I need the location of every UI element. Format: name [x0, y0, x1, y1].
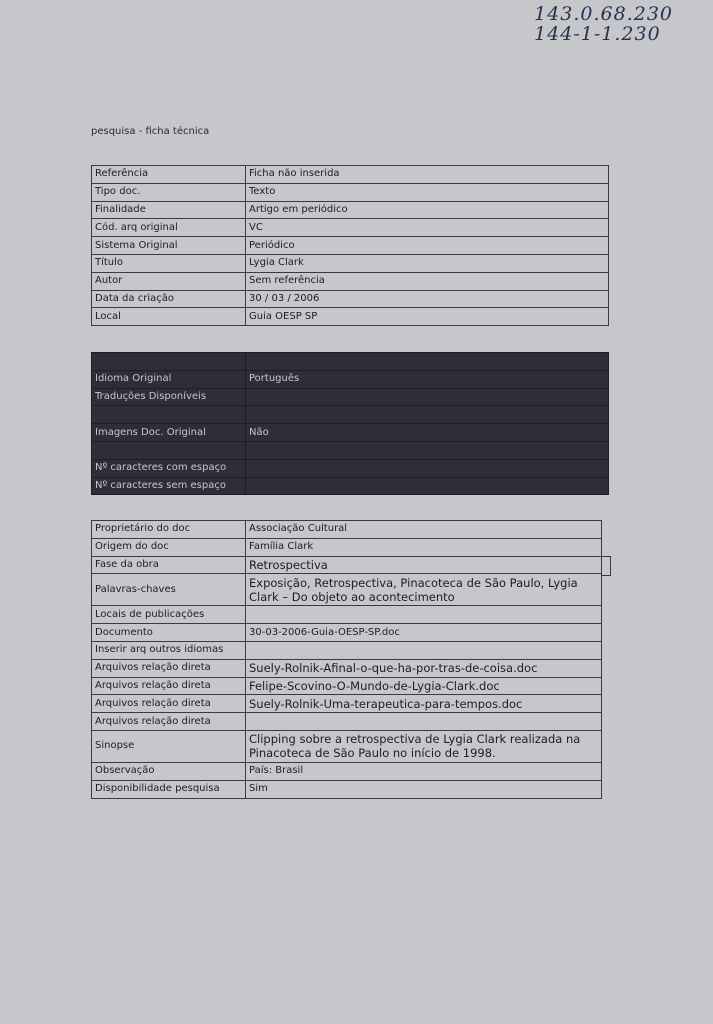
field-value: Português: [246, 370, 609, 388]
table-row: [92, 477, 609, 495]
field-label: Documento: [92, 624, 246, 642]
field-value: Texto: [246, 183, 609, 201]
language-info-table: [91, 352, 609, 495]
field-value: [246, 641, 602, 659]
table-row: [92, 624, 602, 642]
table-row: [92, 659, 602, 677]
field-label: Traduções Disponíveis: [92, 388, 246, 406]
field-label: Autor: [92, 272, 246, 290]
field-label: Referência: [92, 166, 246, 184]
field-label: Cód. arq original: [92, 219, 246, 237]
table-row: [92, 237, 609, 255]
table-row: [92, 574, 602, 606]
field-value: Retrospectiva: [246, 556, 602, 574]
field-label: Nº caracteres sem espaço: [92, 477, 246, 495]
field-label: Inserir arq outros idiomas: [92, 641, 246, 659]
field-label: Sinopse: [92, 730, 246, 762]
field-label: Idioma Original: [92, 370, 246, 388]
field-label: Arquivos relação direta: [92, 659, 246, 677]
field-label: Sistema Original: [92, 237, 246, 255]
table-row: [92, 677, 602, 695]
table-row: [92, 762, 602, 780]
field-value: Exposição, Retrospectiva, Pinacoteca de São Paulo, Lygia Clark – Do objeto ao acontecimento: [246, 574, 602, 606]
field-value: Suely-Rolnik-Uma-terapeutica-para-tempos.doc: [246, 695, 602, 713]
table-row: [92, 521, 602, 539]
field-value: 30-03-2006-Guia-OESP-SP.doc: [246, 624, 602, 642]
field-value: [246, 606, 602, 624]
table-row: [92, 166, 609, 184]
table-row: [92, 713, 602, 731]
field-value: [246, 406, 609, 424]
field-label: Observação: [92, 762, 246, 780]
field-value: [246, 353, 609, 371]
field-label: Origem do doc: [92, 538, 246, 556]
table-row: [92, 730, 602, 762]
field-value: País: Brasil: [246, 762, 602, 780]
field-label: Locais de publicações: [92, 606, 246, 624]
handwritten-line-1: 143.0.68.230: [534, 3, 673, 25]
field-value: [246, 477, 609, 495]
table-row: [92, 290, 609, 308]
table-row: [92, 441, 609, 459]
table-row: [92, 606, 602, 624]
table-row: [92, 780, 602, 798]
field-label: Local: [92, 308, 246, 326]
table-row: [92, 538, 602, 556]
field-label: Fase da obra: [92, 556, 246, 574]
field-label: [92, 406, 246, 424]
table-row: [92, 183, 609, 201]
field-label: [92, 353, 246, 371]
table-row: [92, 424, 609, 442]
field-value: Ficha não inserida: [246, 166, 609, 184]
field-value: [246, 459, 609, 477]
table-row: [92, 201, 609, 219]
field-label: Arquivos relação direta: [92, 695, 246, 713]
field-label: Arquivos relação direta: [92, 677, 246, 695]
table-row: [92, 219, 609, 237]
field-value: Periódico: [246, 237, 609, 255]
field-label: Arquivos relação direta: [92, 713, 246, 731]
table-row: [92, 556, 602, 574]
field-label: Nº caracteres com espaço: [92, 459, 246, 477]
table-row: [92, 370, 609, 388]
field-value: [246, 441, 609, 459]
field-label: Finalidade: [92, 201, 246, 219]
field-label: Data da criação: [92, 290, 246, 308]
table-row: [92, 272, 609, 290]
field-value: Artigo em periódico: [246, 201, 609, 219]
field-value: Clipping sobre a retrospectiva de Lygia Clark realizada na Pinacoteca de São Paulo no início de 1998.: [246, 730, 602, 762]
field-value: VC: [246, 219, 609, 237]
field-value: Sem referência: [246, 272, 609, 290]
table-row: [92, 695, 602, 713]
field-label: [92, 441, 246, 459]
field-label: Imagens Doc. Original: [92, 424, 246, 442]
field-value: Família Clark: [246, 538, 602, 556]
field-label: Palavras-chaves: [92, 574, 246, 606]
field-value: [246, 713, 602, 731]
field-label: Tipo doc.: [92, 183, 246, 201]
field-value: Associação Cultural: [246, 521, 602, 539]
table-row: [92, 388, 609, 406]
field-label: Disponibilidade pesquisa: [92, 780, 246, 798]
field-value: Lygia Clark: [246, 254, 609, 272]
field-label: Proprietário do doc: [92, 521, 246, 539]
table-row: [92, 406, 609, 424]
page-heading: pesquisa - ficha técnica: [91, 126, 210, 137]
table-row: [92, 353, 609, 371]
field-value: Felipe-Scovino-O-Mundo-de-Lygia-Clark.doc: [246, 677, 602, 695]
field-value: Guia OESP SP: [246, 308, 609, 326]
handwritten-line-2: 144-1-1.230: [534, 23, 661, 45]
field-value: Sim: [246, 780, 602, 798]
field-value: Suely-Rolnik-Afinal-o-que-ha-por-tras-de-coisa.doc: [246, 659, 602, 677]
handwritten-reference-note: [534, 4, 673, 44]
technical-sheet-table: [91, 165, 609, 326]
field-value: [246, 388, 609, 406]
field-value: 30 / 03 / 2006: [246, 290, 609, 308]
field-value: Não: [246, 424, 609, 442]
document-relations-table: [91, 520, 602, 799]
fase-cell-extension: [602, 556, 611, 576]
field-label: Título: [92, 254, 246, 272]
table-row: [92, 308, 609, 326]
table-row: [92, 254, 609, 272]
table-row: [92, 641, 602, 659]
table-row: [92, 459, 609, 477]
